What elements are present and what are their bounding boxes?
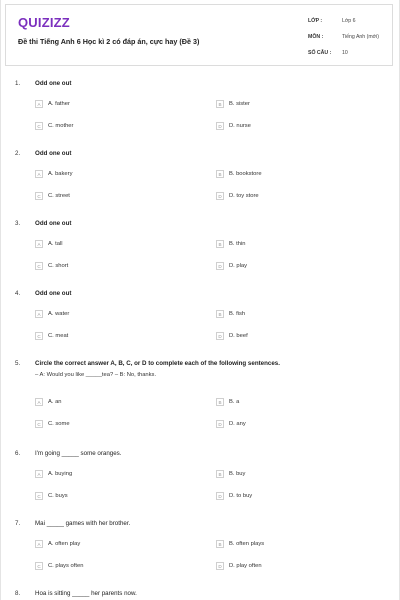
answer-option-c[interactable] [35,418,70,430]
question-number: 7. [15,520,21,527]
option-letter-box: D [216,122,224,130]
question-number: 8. [15,590,21,597]
answer-option-d[interactable] [216,560,262,572]
meta-key: SỐ CÂU : [308,50,332,56]
option-text: B. buy [229,471,246,477]
page-title: Đề thi Tiếng Anh 6 Học kì 2 có đáp án, cực hay (Đề 3) [18,37,200,46]
answer-option-a[interactable] [35,98,70,110]
question-text: Hoa is sitting _____ her parents now. [35,590,137,597]
answer-option-a[interactable] [35,468,72,480]
answer-option-b[interactable] [216,168,262,180]
answer-option-c[interactable] [35,190,70,202]
meta-value: Tiếng Anh (mới) [342,34,379,40]
option-text: D. to buy [229,493,253,499]
question-text: Odd one out [35,220,72,227]
question-text: I'm going _____ some oranges. [35,450,122,457]
answer-option-a[interactable] [35,308,69,320]
option-text: A. often play [48,541,81,547]
answer-option-b[interactable] [216,396,239,408]
answer-option-b[interactable] [216,468,245,480]
option-letter-box: C [35,492,43,500]
option-text: C. meat [48,333,69,339]
question-number: 3. [15,220,21,227]
answer-option-d[interactable] [216,418,246,430]
option-letter-box: B [216,540,224,548]
answer-option-a[interactable] [35,168,73,180]
option-letter-box: A [35,240,43,248]
option-text: D. play often [229,563,262,569]
meta-key: MÔN : [308,34,324,40]
question-subtext: – A: Would you like _____tea? – B: No, thanks. [35,372,157,378]
option-text: B. a [229,399,240,405]
option-letter-box: B [216,100,224,108]
option-letter-box: D [216,262,224,270]
option-text: B. bookstore [229,171,262,177]
question-text: Odd one out [35,290,72,297]
answer-option-a[interactable] [35,238,63,250]
answer-option-c[interactable] [35,260,68,272]
answer-option-c[interactable] [35,330,68,342]
answer-option-b[interactable] [216,98,250,110]
answer-option-d[interactable] [216,260,247,272]
option-text: A. an [48,399,62,405]
option-text: C. plays often [48,563,84,569]
option-text: D. any [229,421,246,427]
question-number: 4. [15,290,21,297]
option-letter-box: C [35,420,43,428]
option-text: B. sister [229,101,250,107]
question-number: 2. [15,150,21,157]
meta-row-count [308,45,392,61]
answer-option-d[interactable] [216,490,252,502]
option-text: D. play [229,263,248,269]
answer-option-b[interactable] [216,538,264,550]
answer-option-d[interactable] [216,330,248,342]
answer-option-c[interactable] [35,490,68,502]
option-text: C. buys [48,493,68,499]
question-text: Mai _____ games with her brother. [35,520,131,527]
option-letter-box: C [35,122,43,130]
option-text: A. water [48,311,70,317]
option-letter-box: B [216,470,224,478]
option-letter-box: D [216,562,224,570]
question-number: 1. [15,80,21,87]
option-letter-box: D [216,420,224,428]
option-letter-box: D [216,492,224,500]
option-letter-box: A [35,540,43,548]
option-text: A. buying [48,471,73,477]
option-letter-box: B [216,170,224,178]
option-letter-box: C [35,192,43,200]
question-number: 6. [15,450,21,457]
option-text: B. often plays [229,541,265,547]
meta-row-subject [308,29,392,45]
answer-option-c[interactable] [35,120,73,132]
quizizz-logo: QUIZIZZ [18,15,70,30]
option-text: D. beef [229,333,248,339]
question-text: Circle the correct answer A, B, C, or D to complete each of the following sentences. [35,360,280,367]
answer-option-d[interactable] [216,120,251,132]
meta-value: 10 [342,50,348,56]
answer-option-b[interactable] [216,308,245,320]
option-text: B. fish [229,311,246,317]
option-text: C. mother [48,123,74,129]
option-letter-box: B [216,310,224,318]
answer-option-a[interactable] [35,396,62,408]
answer-option-c[interactable] [35,560,83,572]
meta-value: Lớp 6 [342,18,356,24]
question-text: Odd one out [35,150,72,157]
answer-option-a[interactable] [35,538,80,550]
option-text: C. short [48,263,69,269]
worksheet-header [5,4,393,66]
question-number: 5. [15,360,21,367]
option-text: D. nurse [229,123,251,129]
option-letter-box: A [35,470,43,478]
option-text: A. father [48,101,70,107]
question-text: Odd one out [35,80,72,87]
option-text: C. some [48,421,70,427]
option-letter-box: C [35,332,43,340]
option-letter-box: B [216,240,224,248]
option-text: A. bakery [48,171,73,177]
option-letter-box: A [35,310,43,318]
option-letter-box: B [216,398,224,406]
answer-option-d[interactable] [216,190,259,202]
meta-row-grade [308,13,392,29]
option-letter-box: D [216,192,224,200]
meta-table [308,13,392,61]
option-text: C. street [48,193,70,199]
option-text: A. tall [48,241,63,247]
option-letter-box: C [35,262,43,270]
meta-key: LỚP : [308,18,323,24]
option-letter-box: A [35,170,43,178]
option-text: B. thin [229,241,246,247]
option-letter-box: C [35,562,43,570]
option-letter-box: A [35,398,43,406]
option-text: D. toy store [229,193,259,199]
option-letter-box: D [216,332,224,340]
answer-option-b[interactable] [216,238,245,250]
option-letter-box: A [35,100,43,108]
